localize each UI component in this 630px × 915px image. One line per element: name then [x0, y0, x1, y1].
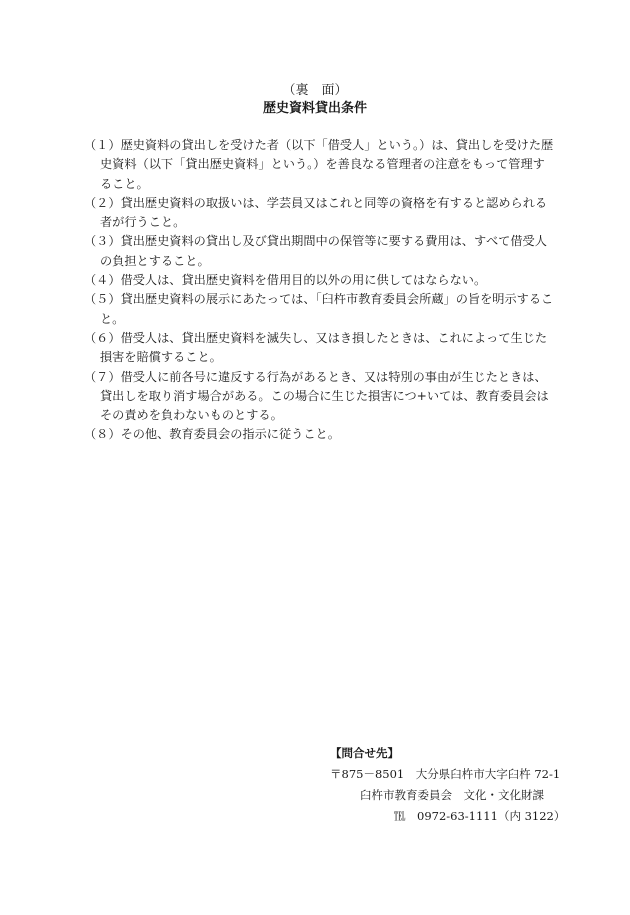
document-title: 歴史資料貸出条件 — [262, 101, 367, 116]
condition-text: 借受人は、貸出歴史資料を借用目的以外の用に供してはならない。 — [120, 273, 487, 288]
condition-text: 歴史資料の貸出しを受けた者（以下「借受人」という。）は、貸出しを受けた歴史資料（以下「貸出歴史資料」という。）を善良なる管理者の注意をもって管理すること。 — [100, 138, 554, 191]
condition-number: （８） — [84, 427, 121, 442]
contact-department: 臼杵市教育委員会 文化・文化財課 — [360, 788, 544, 802]
condition-item-6 — [84, 329, 554, 368]
condition-text: 貸出歴史資料の貸出し及び貸出期間中の保管等に要する費用は、すべて借受人の負担とすること。 — [100, 234, 547, 268]
condition-text: 借受人は、貸出歴史資料を滅失し、又はき損したときは、これによって生じた損害を賠償すること。 — [100, 330, 548, 365]
condition-text: その他、教育委員会の指示に従うこと。 — [120, 427, 340, 442]
condition-item-3 — [84, 232, 554, 271]
condition-text: 貸出歴史資料の取扱いは、学芸員又はこれと同等の資格を有すると認められる者が行うこと。 — [100, 195, 548, 230]
contact-phone: ℡ 0972-63-1111（内 3122） — [394, 809, 566, 823]
condition-item-4 — [84, 271, 554, 290]
contact-block — [330, 743, 610, 827]
condition-item-5 — [84, 290, 554, 329]
contact-address: 〒875－8501 大分県臼杵市大字臼杵 72-1 — [330, 767, 561, 781]
condition-item-1 — [84, 136, 554, 194]
condition-number: （６） — [84, 330, 121, 345]
condition-text: 貸出歴史資料の展示にあたっては、「臼杵市教育委員会所蔵」の旨を明示すること。 — [100, 292, 554, 326]
page-subtitle: （裏 面） — [282, 83, 348, 98]
condition-number: （４） — [84, 273, 121, 288]
condition-number: （７） — [84, 369, 121, 384]
condition-number: （５） — [84, 292, 121, 307]
conditions-list — [84, 136, 554, 445]
condition-item-7 — [84, 368, 554, 426]
condition-number: （１） — [84, 138, 121, 152]
condition-text: 借受人に前各号に違反する行為があるとき、又は特別の事由が生じたときは、貸出しを取り消す場合がある。この場合に生じた損害につ+いては、教育委員会はその責めを負わないものとする。 — [100, 369, 549, 423]
condition-number: （３） — [84, 234, 121, 249]
condition-item-8 — [84, 425, 554, 444]
contact-title: 【問合せ先】 — [330, 746, 399, 760]
condition-number: （２） — [84, 195, 121, 210]
condition-item-2 — [84, 194, 554, 233]
